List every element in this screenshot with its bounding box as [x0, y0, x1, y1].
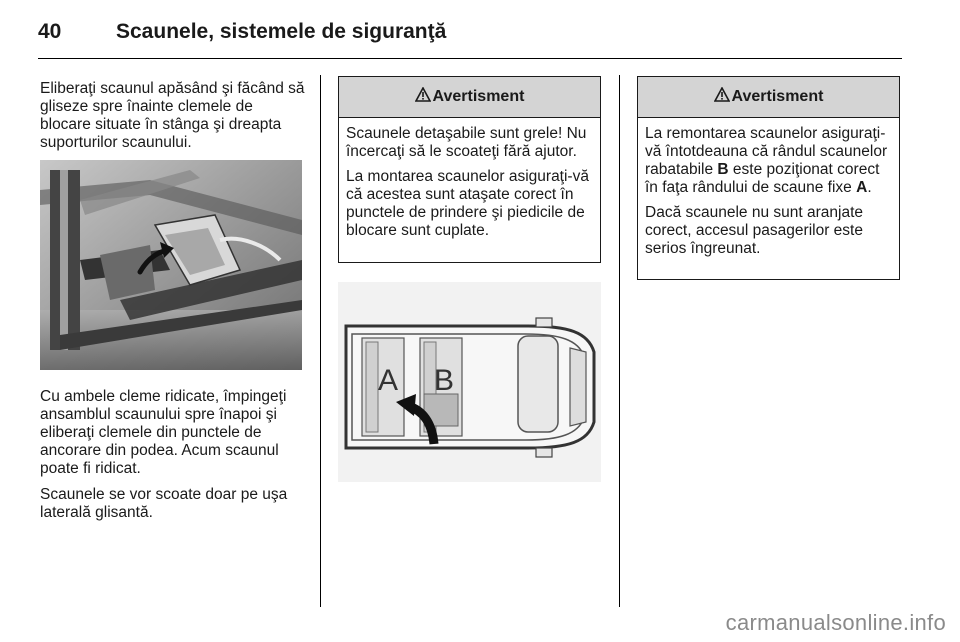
seat-row-a-ref: A	[856, 179, 868, 196]
warning-body-2	[638, 118, 899, 269]
row-b-label: B	[434, 364, 455, 397]
left-column-bottom	[40, 388, 308, 530]
watermark: carmanualsonline.info	[725, 610, 946, 635]
row-a-label: A	[378, 364, 399, 397]
warning-2-text-c: .	[867, 179, 872, 196]
instruction-paragraph-2: Cu ambele cleme ridicate, împingeţi ansamblul scaunului spre înapoi şi eliberaţi clemele din punctele de ancorare din podea. Acum scaunul poate fi ridicat.	[40, 388, 287, 477]
warning-triangle-icon	[415, 87, 431, 107]
warning-body-1	[339, 118, 600, 251]
warning-title-1: Avertisment	[432, 88, 525, 105]
warning-header-1	[339, 77, 600, 118]
instruction-paragraph-1: Eliberaţi scaunul apăsând şi făcând să gliseze spre înainte clemele de blocare situate în stânga şi dreapta suporturilor scaunului.	[40, 80, 305, 151]
warning-box-1	[338, 76, 601, 263]
warning-2-text-b: este poziţionat corect în faţa rândului de scaune fixe	[645, 161, 880, 196]
warning-triangle-icon	[714, 87, 730, 107]
warning-1-paragraph-2: La montarea scaunelor asiguraţi-vă că acestea sunt ataşate corect în punctele de prindere şi piedicile de blocare sunt cuplate.	[346, 168, 589, 239]
page-title: Scaunele, sistemele de siguranţă	[116, 20, 447, 43]
warning-2-paragraph-1	[645, 125, 892, 197]
warning-2-paragraph-2: Dacă scaunele nu sunt aranjate corect, accesul pasagerilor este serios îngreunat.	[645, 204, 864, 257]
header-rule	[38, 58, 902, 59]
page-number: 40	[38, 20, 62, 43]
warning-2-text-a: La remontarea scaunelor asiguraţi-vă întotdeauna că rândul scaunelor rabatabile	[645, 125, 888, 178]
seat-layout-diagram	[338, 282, 601, 482]
seat-row-b-ref: B	[717, 161, 729, 178]
warning-box-2	[637, 76, 900, 280]
seat-clamp-photo	[40, 160, 302, 370]
warning-title-2: Avertisment	[731, 88, 824, 105]
instruction-paragraph-3: Scaunele se vor scoate doar pe uşa laterală glisantă.	[40, 486, 288, 521]
column-divider-1	[320, 75, 321, 607]
warning-1-paragraph-1: Scaunele detaşabile sunt grele! Nu încercaţi să le scoateţi fără ajutor.	[346, 125, 587, 160]
column-divider-2	[619, 75, 620, 607]
left-column-top	[40, 80, 305, 160]
warning-header-2	[638, 77, 899, 118]
page-header	[38, 20, 902, 60]
